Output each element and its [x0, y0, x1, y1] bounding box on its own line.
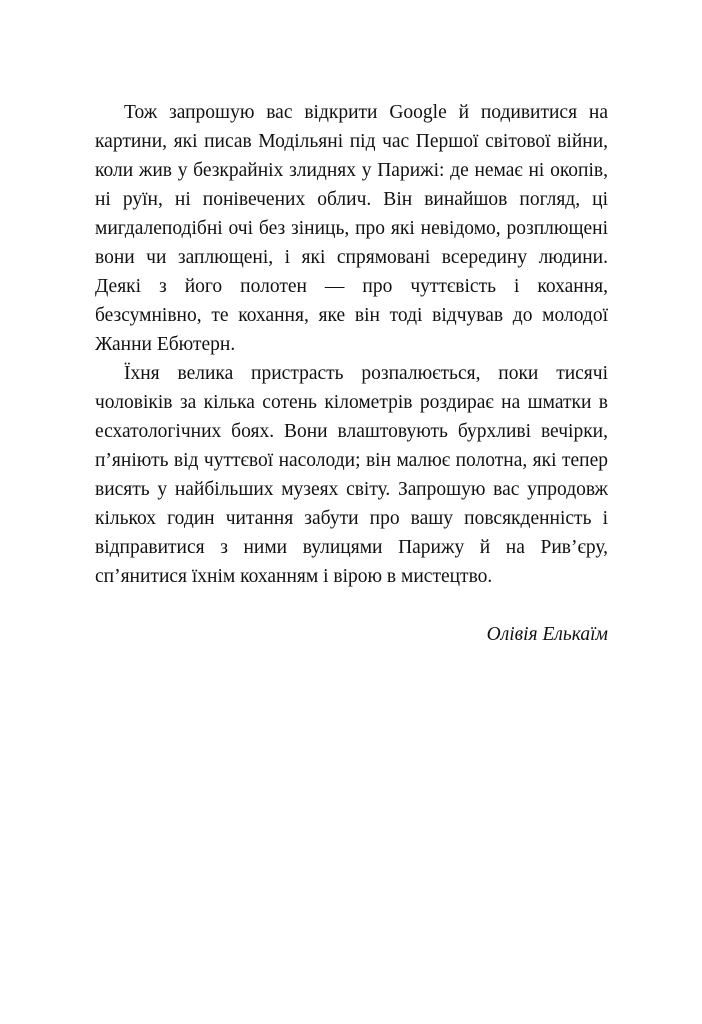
- paragraph: Їхня велика пристрасть розпалюється, поки тисячі чоловіків за кілька сотень кілометрів роздирає на шматки в есхатологічних боях. Вони влаштовують бурхливі вечірки, п’яніють від чуттєвої насолоди; він малює полотна, які тепер висять у найбільших музеях світу. Запрошую вас упродовж кількох годин читання забути про вашу повсякденність і відправитися з ними вулицями Парижу й на Рив’єру, сп’янитися їхнім коханням і вірою в мистецтво.: [95, 363, 608, 587]
- text-block: [95, 98, 608, 649]
- paragraph: Тож запрошую вас відкрити Google й подивитися на картини, які писав Модільяні під час Першої світової війни, коли жив у безкрайніх злиднях у Парижі: де немає ні окопів, ні руїн, ні понівечених облич. Він винайшов погляд, ці мигдалеподібні очі без зіниць, про які невідомо, розплющені вони чи заплющені, і які спрямовані всередину людини. Деякі з його полотен — про чуттєвість і кохання, безсумнівно, те кохання, яке він тоді відчував до молодої Жанни Ебютерн.: [95, 102, 608, 355]
- author-signature: Олівія Елькаїм: [486, 624, 608, 645]
